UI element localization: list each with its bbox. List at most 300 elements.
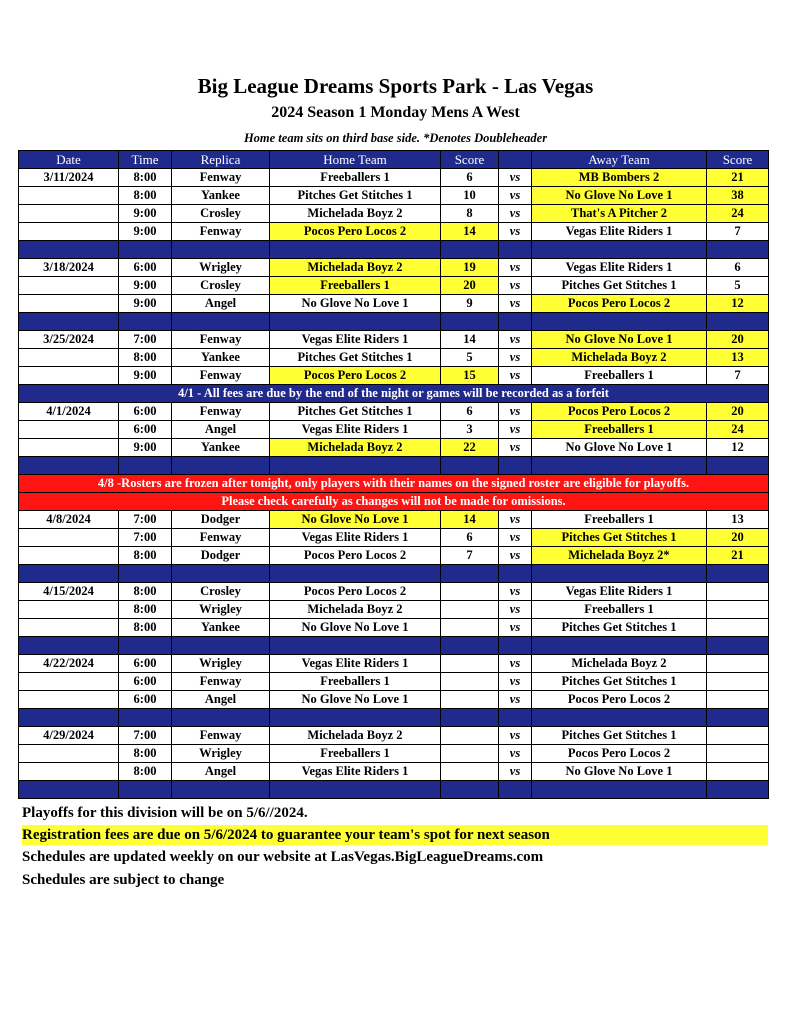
separator-cell bbox=[172, 709, 270, 727]
page-subtitle: 2024 Season 1 Monday Mens A West bbox=[271, 104, 520, 121]
home-score bbox=[441, 601, 499, 619]
game-date bbox=[19, 547, 119, 565]
home-score: 20 bbox=[441, 277, 499, 295]
home-team: Pocos Pero Locos 2 bbox=[270, 583, 441, 601]
away-score bbox=[707, 583, 769, 601]
column-header-home-score: Score bbox=[441, 151, 499, 169]
away-score: 38 bbox=[707, 187, 769, 205]
separator-cell bbox=[19, 241, 119, 259]
away-score: 21 bbox=[707, 547, 769, 565]
away-score: 24 bbox=[707, 205, 769, 223]
separator-cell bbox=[270, 781, 441, 799]
table-row bbox=[19, 601, 769, 619]
week-separator-row bbox=[19, 637, 769, 655]
game-replica-field: Yankee bbox=[172, 619, 270, 637]
game-replica-field: Crosley bbox=[172, 205, 270, 223]
separator-cell bbox=[532, 241, 707, 259]
game-replica-field: Yankee bbox=[172, 439, 270, 457]
away-team: Vegas Elite Riders 1 bbox=[532, 259, 707, 277]
home-score bbox=[441, 763, 499, 781]
game-date bbox=[19, 349, 119, 367]
vs-label: vs bbox=[499, 439, 532, 457]
separator-cell bbox=[119, 241, 172, 259]
away-team: Freeballers 1 bbox=[532, 421, 707, 439]
vs-label: vs bbox=[499, 331, 532, 349]
game-replica-field: Wrigley bbox=[172, 655, 270, 673]
vs-label: vs bbox=[499, 583, 532, 601]
home-team: Michelada Boyz 2 bbox=[270, 601, 441, 619]
away-score bbox=[707, 619, 769, 637]
schedule-body bbox=[19, 169, 769, 799]
table-row bbox=[19, 619, 769, 637]
away-team: Pocos Pero Locos 2 bbox=[532, 403, 707, 421]
game-replica-field: Fenway bbox=[172, 529, 270, 547]
table-row bbox=[19, 295, 769, 313]
away-score bbox=[707, 655, 769, 673]
vs-label: vs bbox=[499, 673, 532, 691]
separator-cell bbox=[532, 457, 707, 475]
home-team: Freeballers 1 bbox=[270, 745, 441, 763]
game-date: 4/8/2024 bbox=[19, 511, 119, 529]
schedule-change-note: Schedules are subject to change bbox=[22, 872, 225, 888]
week-separator-row bbox=[19, 781, 769, 799]
table-row bbox=[19, 349, 769, 367]
home-team: Pocos Pero Locos 2 bbox=[270, 223, 441, 241]
separator-cell bbox=[499, 241, 532, 259]
home-score: 6 bbox=[441, 403, 499, 421]
away-score bbox=[707, 673, 769, 691]
separator-cell bbox=[19, 637, 119, 655]
separator-cell bbox=[499, 709, 532, 727]
game-time: 8:00 bbox=[119, 583, 172, 601]
away-team: Pitches Get Stitches 1 bbox=[532, 727, 707, 745]
separator-cell bbox=[532, 637, 707, 655]
home-team: No Glove No Love 1 bbox=[270, 691, 441, 709]
separator-cell bbox=[270, 709, 441, 727]
game-replica-field: Fenway bbox=[172, 223, 270, 241]
game-time: 8:00 bbox=[119, 547, 172, 565]
week-separator-row bbox=[19, 565, 769, 583]
away-score: 20 bbox=[707, 403, 769, 421]
game-time: 6:00 bbox=[119, 673, 172, 691]
game-replica-field: Dodger bbox=[172, 511, 270, 529]
home-score bbox=[441, 745, 499, 763]
game-time: 7:00 bbox=[119, 331, 172, 349]
separator-cell bbox=[532, 781, 707, 799]
separator-cell bbox=[119, 313, 172, 331]
separator-cell bbox=[119, 781, 172, 799]
away-score bbox=[707, 727, 769, 745]
column-header-home-team: Home Team bbox=[270, 151, 441, 169]
game-time: 8:00 bbox=[119, 169, 172, 187]
away-score: 13 bbox=[707, 511, 769, 529]
vs-label: vs bbox=[499, 259, 532, 277]
vs-label: vs bbox=[499, 187, 532, 205]
game-replica-field: Fenway bbox=[172, 727, 270, 745]
away-team: That's A Pitcher 2 bbox=[532, 205, 707, 223]
game-replica-field: Crosley bbox=[172, 583, 270, 601]
separator-cell bbox=[499, 565, 532, 583]
table-row bbox=[19, 763, 769, 781]
game-date bbox=[19, 601, 119, 619]
separator-cell bbox=[707, 781, 769, 799]
away-score: 5 bbox=[707, 277, 769, 295]
away-team: No Glove No Love 1 bbox=[532, 331, 707, 349]
away-score bbox=[707, 763, 769, 781]
vs-label: vs bbox=[499, 169, 532, 187]
game-date bbox=[19, 205, 119, 223]
game-replica-field: Fenway bbox=[172, 367, 270, 385]
away-team: No Glove No Love 1 bbox=[532, 187, 707, 205]
table-row bbox=[19, 169, 769, 187]
separator-cell bbox=[532, 313, 707, 331]
home-team: Vegas Elite Riders 1 bbox=[270, 655, 441, 673]
game-replica-field: Fenway bbox=[172, 331, 270, 349]
vs-label: vs bbox=[499, 205, 532, 223]
schedule-table bbox=[18, 150, 769, 799]
vs-label: vs bbox=[499, 619, 532, 637]
week-separator-row bbox=[19, 313, 769, 331]
away-score: 12 bbox=[707, 295, 769, 313]
separator-cell bbox=[270, 241, 441, 259]
home-team: Pitches Get Stitches 1 bbox=[270, 187, 441, 205]
home-team: Vegas Elite Riders 1 bbox=[270, 421, 441, 439]
separator-cell bbox=[499, 781, 532, 799]
away-team: No Glove No Love 1 bbox=[532, 763, 707, 781]
table-row bbox=[19, 655, 769, 673]
separator-cell bbox=[707, 313, 769, 331]
home-team: Pitches Get Stitches 1 bbox=[270, 349, 441, 367]
vs-label: vs bbox=[499, 367, 532, 385]
table-row bbox=[19, 277, 769, 295]
away-team: Michelada Boyz 2 bbox=[532, 655, 707, 673]
column-header-vs bbox=[499, 151, 532, 169]
separator-cell bbox=[19, 457, 119, 475]
home-team: Pitches Get Stitches 1 bbox=[270, 403, 441, 421]
away-score: 7 bbox=[707, 367, 769, 385]
separator-cell bbox=[172, 241, 270, 259]
home-score bbox=[441, 619, 499, 637]
separator-cell bbox=[441, 565, 499, 583]
table-row bbox=[19, 367, 769, 385]
game-replica-field: Yankee bbox=[172, 187, 270, 205]
game-date bbox=[19, 439, 119, 457]
away-score: 12 bbox=[707, 439, 769, 457]
separator-cell bbox=[499, 637, 532, 655]
away-score bbox=[707, 745, 769, 763]
separator-cell bbox=[270, 565, 441, 583]
game-date bbox=[19, 187, 119, 205]
roster-notice-row bbox=[19, 493, 769, 511]
separator-cell bbox=[532, 565, 707, 583]
away-team: Pocos Pero Locos 2 bbox=[532, 745, 707, 763]
game-replica-field: Angel bbox=[172, 421, 270, 439]
away-score bbox=[707, 601, 769, 619]
home-team: Freeballers 1 bbox=[270, 169, 441, 187]
table-row bbox=[19, 187, 769, 205]
game-time: 9:00 bbox=[119, 367, 172, 385]
game-time: 6:00 bbox=[119, 421, 172, 439]
home-score bbox=[441, 727, 499, 745]
vs-label: vs bbox=[499, 403, 532, 421]
game-replica-field: Yankee bbox=[172, 349, 270, 367]
away-team: No Glove No Love 1 bbox=[532, 439, 707, 457]
game-replica-field: Angel bbox=[172, 691, 270, 709]
vs-label: vs bbox=[499, 223, 532, 241]
home-team: Pocos Pero Locos 2 bbox=[270, 367, 441, 385]
vs-label: vs bbox=[499, 727, 532, 745]
home-score: 3 bbox=[441, 421, 499, 439]
game-time: 9:00 bbox=[119, 223, 172, 241]
game-replica-field: Wrigley bbox=[172, 745, 270, 763]
separator-cell bbox=[441, 241, 499, 259]
separator-cell bbox=[707, 565, 769, 583]
home-score: 6 bbox=[441, 169, 499, 187]
game-date bbox=[19, 295, 119, 313]
table-row bbox=[19, 331, 769, 349]
column-header-away-score: Score bbox=[707, 151, 769, 169]
game-replica-field: Wrigley bbox=[172, 601, 270, 619]
game-date: 3/11/2024 bbox=[19, 169, 119, 187]
home-score bbox=[441, 691, 499, 709]
game-time: 9:00 bbox=[119, 439, 172, 457]
table-row bbox=[19, 205, 769, 223]
playoffs-note: Playoffs for this division will be on 5/6//2024. bbox=[22, 805, 308, 821]
home-team: Freeballers 1 bbox=[270, 673, 441, 691]
table-row bbox=[19, 439, 769, 457]
game-time: 6:00 bbox=[119, 655, 172, 673]
away-team: Freeballers 1 bbox=[532, 601, 707, 619]
game-time: 7:00 bbox=[119, 529, 172, 547]
separator-cell bbox=[707, 709, 769, 727]
table-row bbox=[19, 223, 769, 241]
separator-cell bbox=[119, 637, 172, 655]
schedule-note: Home team sits on third base side. *Denotes Doubleheader bbox=[243, 131, 548, 145]
game-time: 9:00 bbox=[119, 205, 172, 223]
table-row bbox=[19, 529, 769, 547]
away-team: Pocos Pero Locos 2 bbox=[532, 295, 707, 313]
home-team: Michelada Boyz 2 bbox=[270, 205, 441, 223]
game-time: 8:00 bbox=[119, 745, 172, 763]
game-time: 8:00 bbox=[119, 619, 172, 637]
game-time: 6:00 bbox=[119, 259, 172, 277]
week-separator-row bbox=[19, 709, 769, 727]
away-score: 13 bbox=[707, 349, 769, 367]
home-team: Michelada Boyz 2 bbox=[270, 727, 441, 745]
away-team: Pitches Get Stitches 1 bbox=[532, 529, 707, 547]
away-score: 20 bbox=[707, 331, 769, 349]
week-separator-row bbox=[19, 241, 769, 259]
registration-note: Registration fees are due on 5/6/2024 to guarantee your team's spot for next season bbox=[22, 825, 768, 845]
vs-label: vs bbox=[499, 277, 532, 295]
home-score: 14 bbox=[441, 511, 499, 529]
vs-label: vs bbox=[499, 745, 532, 763]
away-score: 7 bbox=[707, 223, 769, 241]
home-score: 19 bbox=[441, 259, 499, 277]
game-replica-field: Dodger bbox=[172, 547, 270, 565]
separator-cell bbox=[441, 457, 499, 475]
separator-cell bbox=[441, 637, 499, 655]
separator-cell bbox=[19, 313, 119, 331]
vs-label: vs bbox=[499, 421, 532, 439]
separator-cell bbox=[19, 565, 119, 583]
home-team: Freeballers 1 bbox=[270, 277, 441, 295]
separator-cell bbox=[270, 313, 441, 331]
home-score: 7 bbox=[441, 547, 499, 565]
away-team: Pitches Get Stitches 1 bbox=[532, 619, 707, 637]
vs-label: vs bbox=[499, 763, 532, 781]
table-row bbox=[19, 691, 769, 709]
roster-notice-text: 4/8 -Rosters are frozen after tonight, only players with their names on the signed roster are eligible for playoffs. bbox=[19, 475, 769, 493]
game-date: 3/18/2024 bbox=[19, 259, 119, 277]
home-team: No Glove No Love 1 bbox=[270, 619, 441, 637]
game-replica-field: Wrigley bbox=[172, 259, 270, 277]
table-row bbox=[19, 745, 769, 763]
table-row bbox=[19, 511, 769, 529]
separator-cell bbox=[119, 565, 172, 583]
home-team: Vegas Elite Riders 1 bbox=[270, 331, 441, 349]
week-separator-row bbox=[19, 457, 769, 475]
home-score: 6 bbox=[441, 529, 499, 547]
column-header-date: Date bbox=[19, 151, 119, 169]
game-time: 7:00 bbox=[119, 511, 172, 529]
away-team: Freeballers 1 bbox=[532, 511, 707, 529]
game-replica-field: Fenway bbox=[172, 169, 270, 187]
page-title: Big League Dreams Sports Park - Las Vegas bbox=[197, 74, 594, 98]
home-score: 5 bbox=[441, 349, 499, 367]
separator-cell bbox=[172, 781, 270, 799]
away-team: Vegas Elite Riders 1 bbox=[532, 583, 707, 601]
home-team: Pocos Pero Locos 2 bbox=[270, 547, 441, 565]
separator-cell bbox=[19, 781, 119, 799]
game-time: 8:00 bbox=[119, 601, 172, 619]
away-team: Pitches Get Stitches 1 bbox=[532, 673, 707, 691]
game-date bbox=[19, 277, 119, 295]
away-team: Michelada Boyz 2* bbox=[532, 547, 707, 565]
table-row bbox=[19, 673, 769, 691]
column-header-time: Time bbox=[119, 151, 172, 169]
separator-cell bbox=[707, 241, 769, 259]
home-score bbox=[441, 655, 499, 673]
game-time: 8:00 bbox=[119, 763, 172, 781]
home-team: Vegas Elite Riders 1 bbox=[270, 763, 441, 781]
home-score: 8 bbox=[441, 205, 499, 223]
separator-cell bbox=[532, 709, 707, 727]
game-time: 6:00 bbox=[119, 403, 172, 421]
home-team: No Glove No Love 1 bbox=[270, 295, 441, 313]
game-date bbox=[19, 421, 119, 439]
separator-cell bbox=[119, 709, 172, 727]
separator-cell bbox=[270, 637, 441, 655]
home-score: 15 bbox=[441, 367, 499, 385]
table-row bbox=[19, 727, 769, 745]
away-team: Vegas Elite Riders 1 bbox=[532, 223, 707, 241]
game-time: 9:00 bbox=[119, 277, 172, 295]
separator-cell bbox=[707, 637, 769, 655]
game-time: 7:00 bbox=[119, 727, 172, 745]
game-time: 8:00 bbox=[119, 349, 172, 367]
separator-cell bbox=[441, 313, 499, 331]
column-header-away-team: Away Team bbox=[532, 151, 707, 169]
table-row bbox=[19, 403, 769, 421]
game-time: 9:00 bbox=[119, 295, 172, 313]
separator-cell bbox=[441, 709, 499, 727]
table-row bbox=[19, 259, 769, 277]
away-score: 24 bbox=[707, 421, 769, 439]
home-team: No Glove No Love 1 bbox=[270, 511, 441, 529]
vs-label: vs bbox=[499, 655, 532, 673]
home-score bbox=[441, 673, 499, 691]
separator-cell bbox=[19, 709, 119, 727]
home-team: Vegas Elite Riders 1 bbox=[270, 529, 441, 547]
game-date: 4/15/2024 bbox=[19, 583, 119, 601]
separator-cell bbox=[172, 637, 270, 655]
vs-label: vs bbox=[499, 547, 532, 565]
vs-label: vs bbox=[499, 691, 532, 709]
game-date: 3/25/2024 bbox=[19, 331, 119, 349]
table-row bbox=[19, 547, 769, 565]
vs-label: vs bbox=[499, 529, 532, 547]
game-date bbox=[19, 529, 119, 547]
game-date: 4/29/2024 bbox=[19, 727, 119, 745]
game-time: 6:00 bbox=[119, 691, 172, 709]
game-date bbox=[19, 763, 119, 781]
away-score: 21 bbox=[707, 169, 769, 187]
game-date: 4/1/2024 bbox=[19, 403, 119, 421]
home-score: 14 bbox=[441, 223, 499, 241]
game-date bbox=[19, 367, 119, 385]
home-team: Michelada Boyz 2 bbox=[270, 439, 441, 457]
game-time: 8:00 bbox=[119, 187, 172, 205]
separator-cell bbox=[707, 457, 769, 475]
separator-cell bbox=[499, 457, 532, 475]
away-team: Michelada Boyz 2 bbox=[532, 349, 707, 367]
separator-cell bbox=[499, 313, 532, 331]
roster-notice-row bbox=[19, 475, 769, 493]
separator-cell bbox=[172, 457, 270, 475]
game-replica-field: Angel bbox=[172, 295, 270, 313]
separator-cell bbox=[441, 781, 499, 799]
game-date bbox=[19, 223, 119, 241]
fee-notice-text: 4/1 - All fees are due by the end of the night or games will be recorded as a forfeit bbox=[19, 385, 769, 403]
fee-notice-row bbox=[19, 385, 769, 403]
home-score: 14 bbox=[441, 331, 499, 349]
vs-label: vs bbox=[499, 349, 532, 367]
away-score: 6 bbox=[707, 259, 769, 277]
separator-cell bbox=[119, 457, 172, 475]
separator-cell bbox=[172, 313, 270, 331]
away-team: MB Bombers 2 bbox=[532, 169, 707, 187]
separator-cell bbox=[270, 457, 441, 475]
home-score: 10 bbox=[441, 187, 499, 205]
column-header-replica: Replica bbox=[172, 151, 270, 169]
away-score bbox=[707, 691, 769, 709]
game-date bbox=[19, 745, 119, 763]
game-replica-field: Angel bbox=[172, 763, 270, 781]
game-date bbox=[19, 691, 119, 709]
table-header-row bbox=[19, 151, 769, 169]
separator-cell bbox=[172, 565, 270, 583]
game-date bbox=[19, 673, 119, 691]
vs-label: vs bbox=[499, 601, 532, 619]
away-score: 20 bbox=[707, 529, 769, 547]
away-team: Freeballers 1 bbox=[532, 367, 707, 385]
home-score: 22 bbox=[441, 439, 499, 457]
table-row bbox=[19, 421, 769, 439]
home-score: 9 bbox=[441, 295, 499, 313]
website-note: Schedules are updated weekly on our website at LasVegas.BigLeagueDreams.com bbox=[22, 849, 544, 865]
away-team: Pitches Get Stitches 1 bbox=[532, 277, 707, 295]
